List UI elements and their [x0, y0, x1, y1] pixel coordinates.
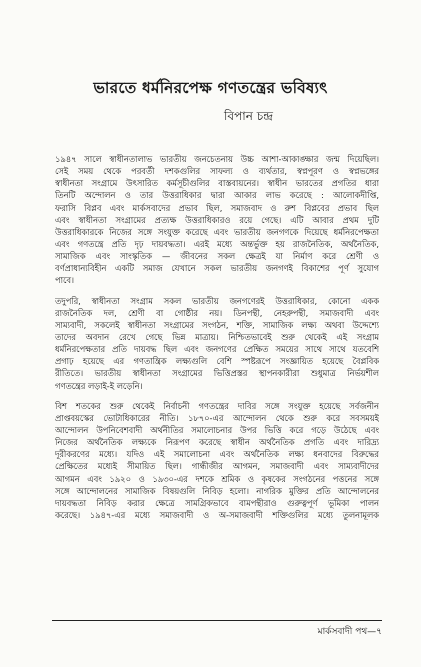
text-line: তাদের অবদান রেখে গেছে ভিন্ন মাত্রায়। নিশ্চিতভাবেই শুরু থেকেই এই সংগ্রাম: [55, 331, 379, 342]
paragraph: [55, 153, 379, 287]
page-title: ভারতে ধর্মনিরপেক্ষ গণতন্ত্রের ভবিষ্যৎ: [93, 78, 328, 97]
footer-divider: [52, 620, 382, 621]
text-line: গণতন্ত্রের লড়াই-ই লড়েনি।: [55, 380, 143, 391]
text-line: দূরীকরণের মধ্যে। যদিও এই সমালোচনা এবং অর্থনৈতিক লক্ষ্য ধনবাদের বিরুদ্ধের: [55, 449, 379, 460]
text-line: সাম্যবাদী, সকলেই স্বাধীনতা সংগ্রামের সংগঠন, শক্তি, সামাজিক লক্ষ্য অথবা উদ্দেশ্যে: [55, 319, 379, 330]
text-line: সেই সময় থেকে পরবর্তী দশকগুলির সাফল্য ও ব্যর্থতার, স্বপ্নপূরণ ও স্বপ্নভঙ্গের: [55, 166, 379, 177]
text-line: প্রাপ্তবয়স্কের ভোটাধিকারের নীতি। ১৮৭০-এর আন্দোলন থেকে শুরু করে সবসময়ই: [55, 412, 379, 423]
text-line: ধর্মনিরপেক্ষতার প্রতি দায়বদ্ধ ছিল এবং জনগণের প্রেক্ষিত সময়ের সাথে সাথে যতবেশি: [55, 344, 379, 355]
text-line: ১৯৪৭ সালে স্বাধীনতালাভ ভারতীয় জনচেতনায় উচ্চ আশা-আকাঙ্ক্ষার জন্ম দিয়েছিল।: [55, 154, 379, 164]
paragraph: [55, 400, 379, 521]
text-line: ফরাসি বিপ্লব এবং মার্কসবাদের প্রভাব ছিল, সমাজবাদ ও রুশ বিপ্লবের প্রভাব ছিল: [55, 202, 379, 213]
article-body: [55, 153, 379, 529]
text-line: দায়বদ্ধতা নিবিড় করার ক্ষেত্রে সামগ্রিকভাবে বামপন্থীরাও গুরুত্বপূর্ণ ভূমিকা পালন: [55, 497, 379, 508]
text-line: করেছে। ১৯৪৭-এর মধ্যে সমাজবাদী ও অ-সমাজবাদী শক্তিগুলির মধ্যে তুলনামূলক: [55, 509, 379, 520]
text-line: এবং গণতন্ত্রে প্রতি দৃঢ় দায়বদ্ধতা। এরই মধ্যে অন্তর্ভুক্ত হয় রাজনৈতিক, অর্থনৈতিক,: [55, 238, 379, 249]
text-line: রীতিতে। ভারতীয় স্বাধীনতা সংগ্রামের ভিত্তিপ্রস্তর স্থাপনকারীরা শুধুমাত্র নির্ভয়শীল: [55, 368, 379, 379]
text-line: রাজনৈতিক দল, শ্রেণী বা গোষ্ঠীর নয়। ডিনপন্থী, নেহরুপন্থী, সমাজবাদী এবং: [55, 307, 379, 318]
paragraph: [55, 295, 379, 392]
text-line: বিশ শতকের শুরু থেকেই নির্বাচনী গণতন্ত্রের দাবির সঙ্গে সংযুক্ত হয়েছে সর্বজনীন: [55, 400, 379, 411]
text-line: তিনটি অন্দোলন ও তার উত্তরাধিকার দ্বারা আকার লাভ করেছে : আলোকদীপ্তি,: [55, 190, 379, 201]
text-line: সামাজিক এবং সাংস্কৃতিক — জীবনের সকল ক্ষেত্রই যা নির্মাণ করে শ্রেণী ও: [55, 251, 379, 262]
text-line: এবং স্বাধীনতা সংগ্রামের প্রত্যক্ষ উত্তরাধিকারও রয়ে গেছে। এটি আবার প্রথম দুটি: [55, 214, 379, 225]
text-line: আন্দোলন উপনিবেশবাদী অর্থনীতির সমালোচনার উপর ভিত্তি করে গড়ে উঠেছে এবং: [55, 424, 379, 435]
text-line: স্বাধীনতা সংগ্রামে উৎসারিত কর্মসূচীগুলির বাস্তবায়নের। স্বাধীন ভারতের প্রগতির ধারা: [55, 178, 379, 189]
author-name: বিপান চন্দ্র: [224, 109, 273, 123]
running-footer: মার্কসবাদী পথ—৭: [317, 627, 382, 637]
text-line: তদুপরি, স্বাধীনতা সংগ্রাম সকল ভারতীয় জনগণেরই উত্তরাধিকার, কোনো একক: [55, 295, 379, 306]
text-line: উত্তরাধিকারকে নিজের সঙ্গে সংযুক্ত করেছে এবং ভারতীয় জনগণকে দিয়েছে ধর্মনিরপেক্ষতা: [55, 226, 379, 237]
text-line: আগমন এবং ১৯২০ ও ১৯৩০-এর দশকে শ্রমিক ও কৃষকের সংগঠনের পত্তনের সঙ্গে: [55, 473, 379, 484]
text-line: সঙ্গে আন্দোলনের সামাজিক বিষয়গুলি নিবিড় হলো। নাগরিক মুক্তির প্রতি আন্দোলনের: [55, 485, 379, 496]
text-line: বর্ণপ্রাধান্যবিহীন একটি সমাজ যেখানে সকল ভারতীয় জনগণই বিকাশের পূর্ণ সুযোগ: [55, 263, 379, 274]
text-line: পাবে।: [55, 275, 74, 286]
text-line: নিজের অর্থনৈতিক লক্ষ্যকে নিরূপণ করেছে স্বাধীন অর্থনৈতিক প্রগতি এবং দারিদ্র্য: [55, 437, 379, 448]
text-line: প্রেক্ষিতের মধ্যেই সীমায়িত ছিল। গান্ধীজীর আগমন, সমাজবাদী এবং সাম্যবাদীদের: [55, 461, 379, 472]
text-line: প্রগাঢ় হয়েছে এর গণতান্ত্রিক লক্ষ্যগুলি বেশি স্পষ্টরূপে সংজ্ঞায়িত হয়েছে বৈপ্লবিক: [55, 356, 379, 367]
